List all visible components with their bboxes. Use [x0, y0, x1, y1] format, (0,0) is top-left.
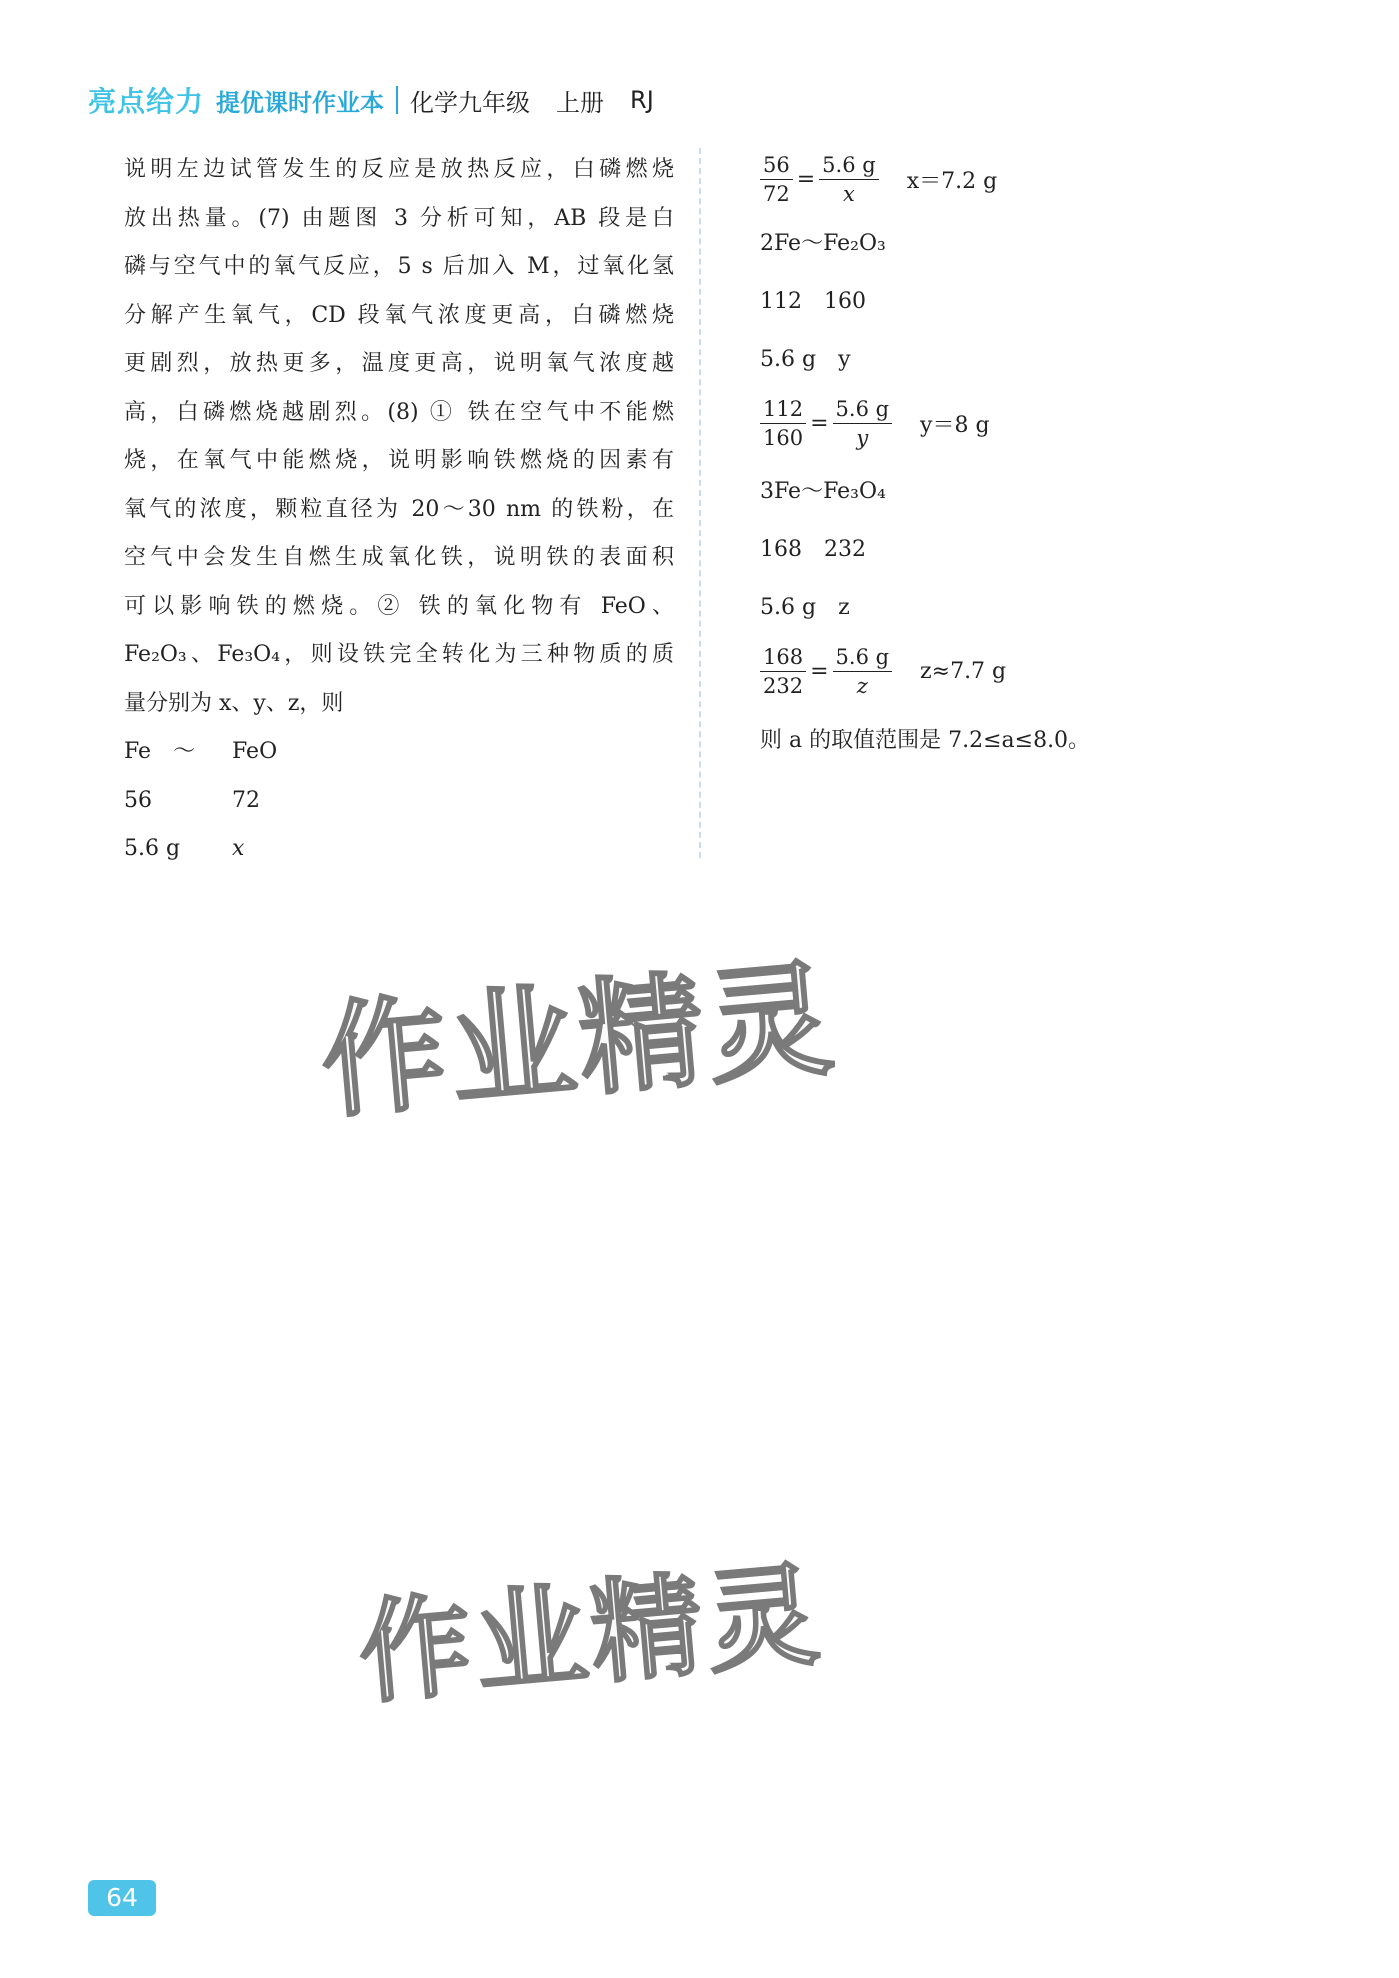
relation-line: 3Fe～Fe₃O₄ — [760, 478, 886, 504]
calc-row: Fe ～ FeO — [124, 739, 278, 764]
conclusion: 则 a 的取值范围是 7.2≤a≤8.0。 — [760, 727, 1091, 753]
left-column — [124, 146, 674, 874]
fraction: $\frac{168}{232}$ — [760, 643, 806, 700]
known-line: 5.6 g y — [760, 346, 851, 372]
fraction: $\frac{112}{160}$ — [760, 395, 806, 452]
proportion-line: $\frac{168}{232}$ = $\frac{5.6 g}{z}$ z≈7.7 g — [760, 634, 1280, 708]
watermark: 作业精灵 — [315, 946, 843, 1137]
text-line: 烧，在氧气中能燃烧，说明影响铁燃烧的因素有 — [124, 448, 674, 473]
series-title: 提优课时作业本 — [216, 88, 385, 117]
volume: 上册 — [556, 88, 605, 117]
text-line: 分解产生氧气，CD 段氧气浓度更高，白磷燃烧 — [124, 302, 674, 328]
text-line: 说明左边试管发生的反应是放热反应，白磷燃烧 — [124, 157, 674, 182]
fraction: $\frac{5.6 g}{y}$ — [833, 395, 893, 452]
text-line: 高，白磷燃烧越剧烈。(8) ① 铁在空气中不能燃 — [124, 399, 674, 425]
fraction: $\frac{56}{72}$ — [760, 151, 793, 208]
text-line: Fe₂O₃、Fe₃O₄，则设铁完全转化为三种物质的质 — [124, 642, 674, 667]
result: z≈7.7 g — [920, 658, 1007, 684]
text-line: 空气中会发生自燃生成氧化铁，说明铁的表面积 — [124, 545, 674, 570]
mass-line: 168 232 — [760, 536, 866, 562]
page-header — [88, 80, 654, 120]
text-line: 更剧烈，放热更多，温度更高，说明氧气浓度越 — [124, 351, 674, 376]
page-number: 64 — [88, 1880, 156, 1916]
column-divider — [699, 148, 701, 858]
mass-line: 112 160 — [760, 288, 866, 314]
result: y＝8 g — [920, 412, 990, 438]
calc-row: 56 72 — [124, 787, 260, 813]
relation-line: 2Fe～Fe₂O₃ — [760, 230, 886, 256]
fraction: $\frac{5.6 g}{z}$ — [833, 643, 893, 700]
text-line: 磷与空气中的氧气反应，5 s 后加入 M，过氧化氢 — [124, 254, 674, 279]
brand-logo: 亮点给力 — [88, 85, 205, 118]
text-line: 放出热量。(7) 由题图 3 分析可知，AB 段是白 — [124, 205, 674, 231]
watermark: 作业精灵 — [354, 1549, 828, 1720]
result: x＝7.2 g — [906, 168, 998, 194]
text-line: 量分别为 x、y、z，则 — [124, 690, 344, 716]
edition: RJ — [630, 86, 654, 114]
header-divider — [396, 86, 398, 114]
proportion-line: $\frac{56}{72}$ = $\frac{5.6 g}{x}$ x＝7.2 g — [760, 146, 1280, 212]
right-column — [760, 146, 1280, 768]
calc-row: 5.6 g x — [124, 836, 245, 861]
text-line: 氧气的浓度，颗粒直径为 20～30 nm 的铁粉，在 — [124, 496, 674, 522]
subject-grade: 化学九年级 — [410, 88, 531, 117]
fraction: $\frac{5.6 g}{x}$ — [819, 151, 879, 208]
text-line: 可以影响铁的燃烧。② 铁的氧化物有 FeO、 — [124, 593, 674, 619]
known-line: 5.6 g z — [760, 594, 850, 620]
proportion-line: $\frac{112}{160}$ = $\frac{5.6 g}{y}$ y＝8 g — [760, 386, 1280, 460]
